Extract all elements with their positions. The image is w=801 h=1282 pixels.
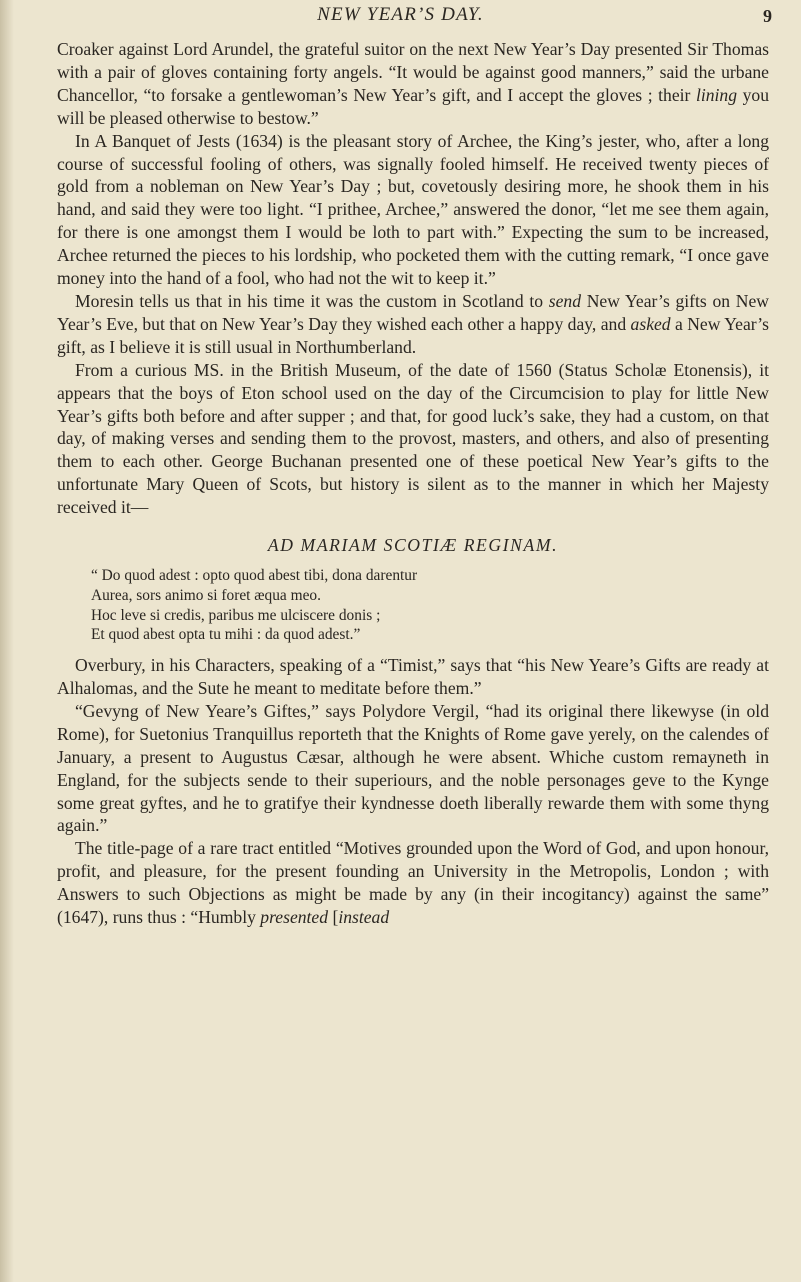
- paragraphs-before-poem: [57, 38, 769, 519]
- page-gutter-shadow: [0, 0, 14, 1282]
- text-run: New Year’s gifts on New Year’s Eve, but that on New Year’s Day they wished each other a happy day, and: [57, 290, 769, 334]
- paragraph: [57, 700, 769, 837]
- poem-line: Et quod abest opta tu mihi : da quod adest.”: [91, 626, 361, 644]
- poem-line: “ Do quod adest : opto quod abest tibi, dona darentur: [91, 566, 418, 584]
- text-run: Overbury, in his Characters, speaking of a “Timist,” says that “his New Yeare’s Gifts are ready at Alhalomas, and the Sute he meant to meditate before them.”: [57, 655, 769, 699]
- italic-text: lining: [695, 84, 738, 105]
- text-run: Croaker against Lord Arundel, the grateful suitor on the next New Year’s Day presented Sir Thomas with a pair of gloves containing forty angels. “It would be against good manners,” said the urbane Chancellor, “to forsake a gentlewoman’s New Year’s gift, and I accept the gloves ; their: [57, 39, 769, 105]
- paragraph: [57, 359, 769, 519]
- italic-text: presented: [260, 907, 329, 928]
- text-run: In A Banquet of Jests (1634) is the pleasant story of Archee, the King’s jester, who, after a long course of successful fooling of others, was signally fooled himself. He received twenty pieces of gold from a nobleman on New Year’s Day ; but, covetously desiring more, he shook them in his hand, and said they were too light. “I prithee, Archee,” answered the donor, “let me see them again, for there is one amongst them I would be loth to part with.” Expecting the sum to be increased, Archee returned the pieces to his lordship, who pocketed them with the cutting remark, “I once gave money into the hand of a fool, who had not the wit to keep it.”: [57, 130, 769, 289]
- paragraphs-after-poem: [57, 654, 769, 929]
- paragraph: [57, 38, 769, 130]
- paragraph: [57, 654, 769, 700]
- paragraph: [57, 837, 769, 929]
- paragraph: [57, 290, 769, 359]
- poem-title: AD MARIAM SCOTIÆ REGINAM.: [267, 535, 559, 556]
- italic-text: send: [548, 290, 581, 311]
- text-run: you will be pleased otherwise to bestow.”: [57, 84, 769, 128]
- poem-line: Aurea, sors animo si foret æqua meo.: [91, 586, 321, 604]
- running-head: [0, 4, 801, 34]
- poem: [57, 566, 769, 645]
- text-run: Moresin tells us that in his time it was the custom in Scotland to: [75, 290, 549, 311]
- page-number: 9: [763, 6, 772, 26]
- text-run: The title-page of a rare tract entitled “Motives grounded upon the Word of God, and upon honour, profit, and pleasure, for the present founding an University in the Metropolis, London ; with Answers to such Objections as might be made by any (in their incogitancy) against the same” (1647), runs thus : “Humbly: [57, 838, 769, 928]
- paragraph: [57, 130, 769, 290]
- body-text: [57, 38, 769, 929]
- italic-text: asked: [630, 313, 671, 334]
- text-run: From a curious MS. in the British Museum, of the date of 1560 (Status Scholæ Etonensis), it appears that the boys of Eton school used on the day of the Circumcision to play for little New Year’s gifts both before and after supper ; and that, for good luck’s sake, they had a custom, on that day, of making verses and sending them to the provost, masters, and others, and also of presenting them to each other. George Buchanan presented one of these poetical New Year’s gifts to the unfortunate Mary Queen of Scots, but history is silent as to the manner in which her Majesty received it—: [57, 359, 769, 518]
- poem-line: Hoc leve si credis, paribus me ulciscere donis ;: [91, 606, 381, 624]
- text-run: [: [328, 907, 339, 928]
- text-run: “Gevyng of New Yeare’s Giftes,” says Polydore Vergil, “had its original there likewyse (in old Rome), for Suetonius Tranquillus reporteth that the Knights of Rome gave yerely, on the calendes of January, a present to Augustus Cæsar, although he were absent. Whiche custom remayneth in England, for the subjects sende to their superiours, and the noble personages geve to the Kynge some great gyftes, and he to gratifye their kyndnesse doeth liberally rewarde them with some thyng again.”: [57, 700, 769, 836]
- running-title: NEW YEAR’S DAY.: [317, 4, 484, 25]
- italic-text: instead: [338, 907, 390, 928]
- text-run: a New Year’s gift, as I believe it is still usual in Northumberland.: [57, 313, 770, 357]
